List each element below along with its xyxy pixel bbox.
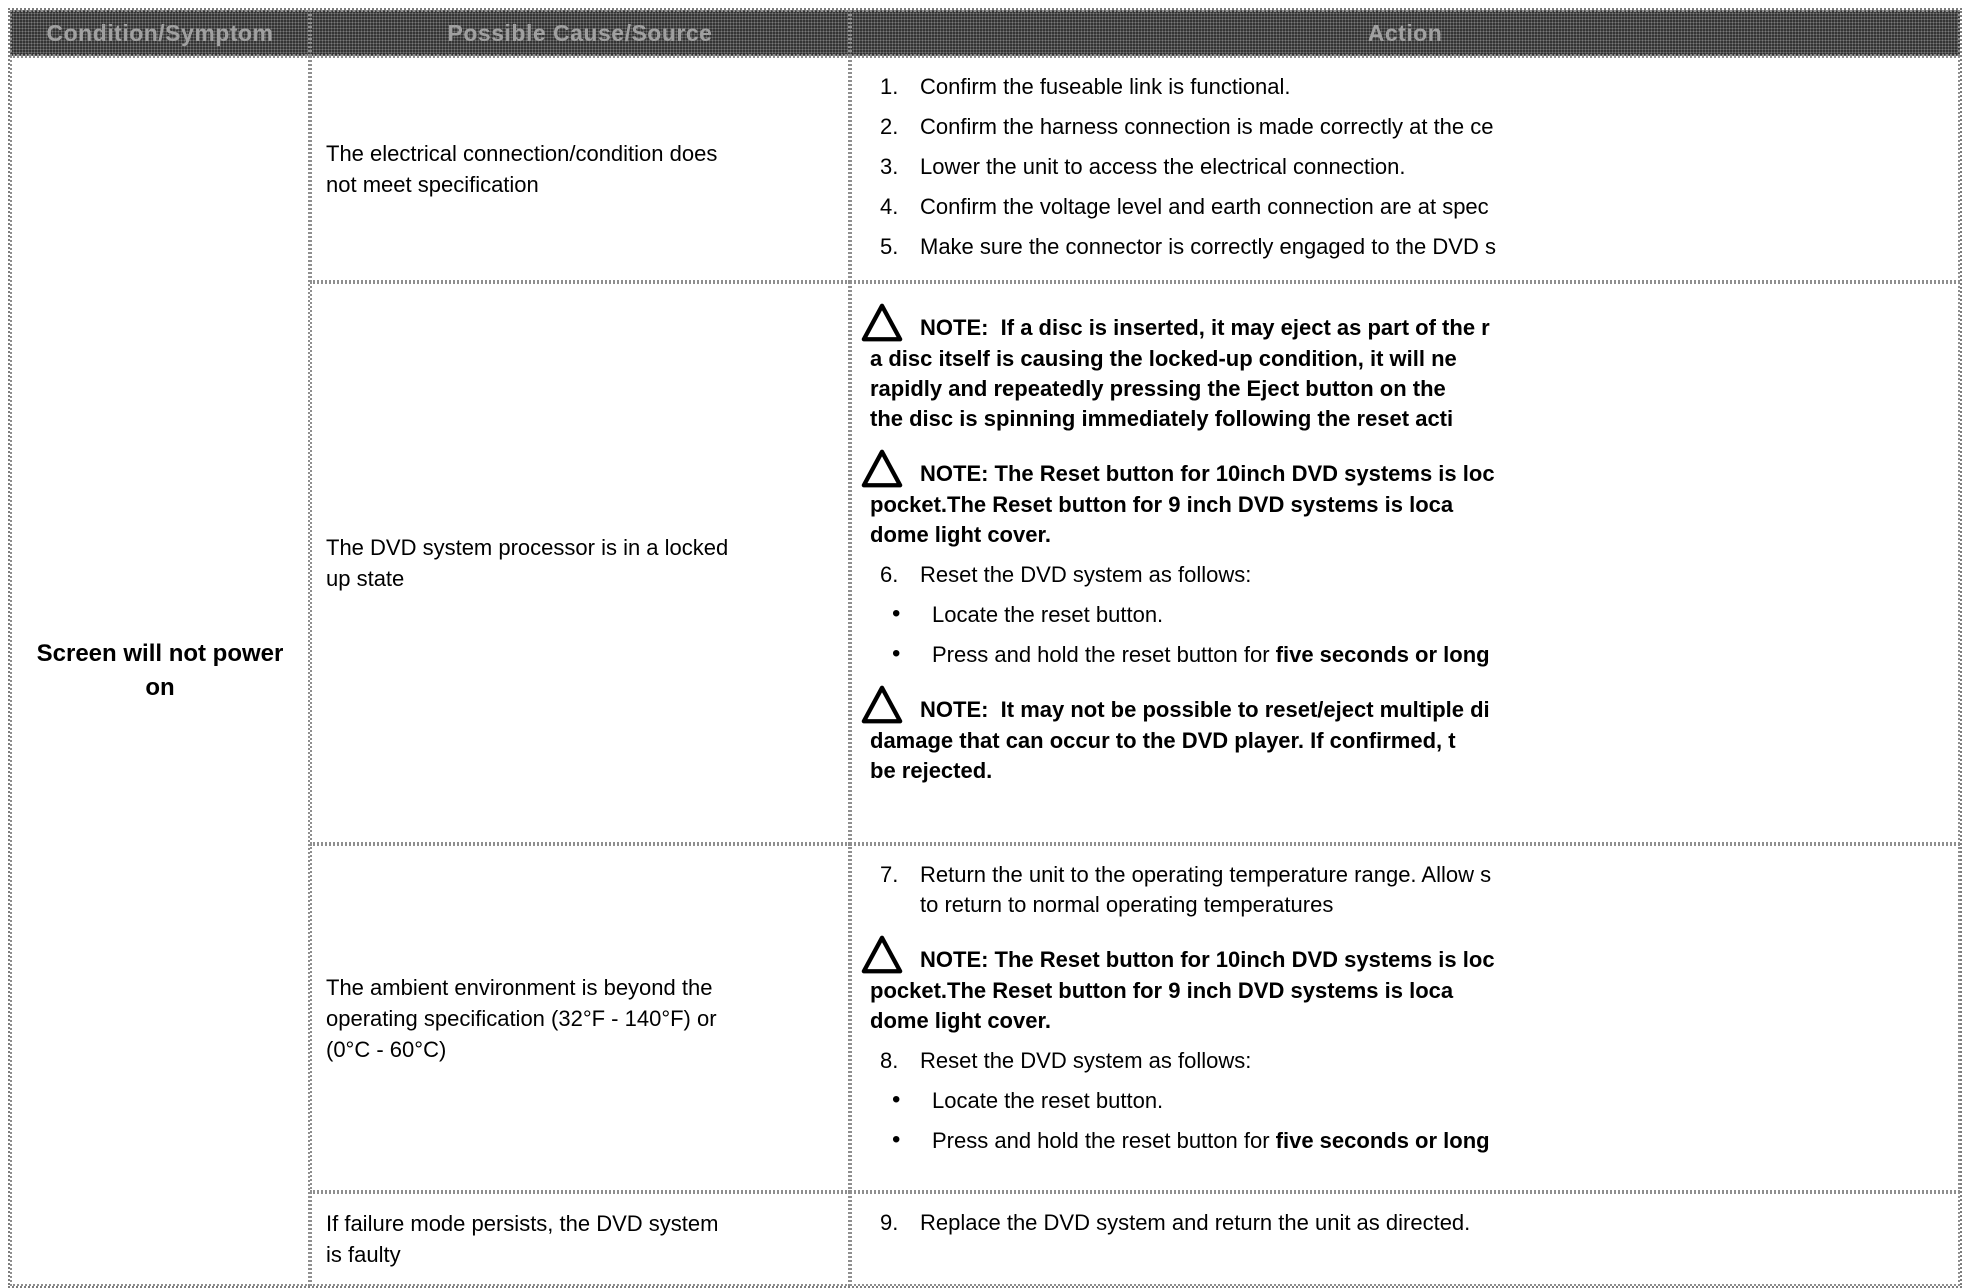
- caution-triangle-icon: [860, 684, 904, 726]
- step-text-line: Return the unit to the operating temperature range. Allow s: [920, 862, 1492, 887]
- cause-cell: [310, 56, 850, 282]
- action-step: [852, 860, 1958, 920]
- action-cell: [850, 844, 1960, 1192]
- bullet-text-segment: Press and hold the reset button for: [932, 642, 1276, 667]
- bullet-text-segment: Locate the reset button.: [932, 1088, 1164, 1113]
- step-text-line: Confirm the harness connection is made correctly at the ce: [920, 114, 1494, 139]
- cause-text-line: up state: [326, 566, 405, 591]
- cause-cell: [310, 282, 850, 844]
- symptom-text-line: Screen will not power: [36, 640, 284, 667]
- step-text-line: to return to normal operating temperatures: [920, 892, 1334, 917]
- action-cell: [850, 1192, 1960, 1286]
- step-number: 1.: [880, 74, 899, 99]
- header-possible-cause-source: Possible Cause/Source: [310, 10, 850, 56]
- bullet-text-segment: five seconds or long: [1275, 642, 1490, 667]
- bullet-icon: •: [892, 1126, 901, 1153]
- action-bullet: [852, 640, 1958, 670]
- step-number: 7.: [880, 862, 899, 887]
- note-text-line: NOTE: The Reset button for 10inch DVD systems is loc: [920, 461, 1495, 486]
- action-step: [852, 192, 1958, 222]
- cause-cell: [310, 844, 850, 1192]
- bullet-text-segment: Press and hold the reset button for: [932, 1128, 1276, 1153]
- action-cell: [850, 56, 1960, 282]
- note-first-line: [852, 934, 1958, 976]
- step-number: 2.: [880, 114, 899, 139]
- step-text-line: Lower the unit to access the electrical connection.: [920, 154, 1406, 179]
- table-row: [10, 56, 1960, 282]
- note-text-line: NOTE: The Reset button for 10inch DVD systems is loc: [920, 947, 1495, 972]
- note-block: [852, 934, 1958, 1036]
- action-bullet: [852, 600, 1958, 630]
- header-condition-symptom: Condition/Symptom: [10, 10, 310, 56]
- bullet-text-segment: five seconds or long: [1275, 1128, 1490, 1153]
- step-number: 4.: [880, 194, 899, 219]
- bullet-text-segment: Locate the reset button.: [932, 602, 1164, 627]
- action-step: [852, 1208, 1958, 1238]
- note-first-line: [852, 684, 1958, 726]
- bullet-text-line: [852, 642, 1490, 667]
- caution-triangle-icon: [860, 448, 904, 490]
- note-first-line: [852, 448, 1958, 490]
- caution-triangle-icon: [860, 302, 904, 344]
- cause-text-line: The ambient environment is beyond the: [326, 974, 713, 1000]
- note-block: [852, 448, 1958, 550]
- action-step: [852, 72, 1958, 102]
- note-text-line: a disc itself is causing the locked-up condition, it will ne: [870, 346, 1457, 371]
- action-step: [852, 560, 1958, 590]
- step-text-line: Confirm the fuseable link is functional.: [920, 74, 1291, 99]
- cause-text-line: The DVD system processor is in a locked: [326, 535, 729, 560]
- cause-cell: [310, 1192, 850, 1286]
- symptom-text-line: on: [145, 674, 175, 701]
- note-block: [852, 302, 1958, 434]
- table-header-row: [10, 10, 1960, 56]
- note-text-line: the disc is spinning immediately following the reset acti: [870, 406, 1454, 431]
- step-text-line: Replace the DVD system and return the unit as directed.: [920, 1210, 1471, 1235]
- note-text-line: be rejected.: [870, 758, 993, 783]
- note-text-line: pocket.The Reset button for 9 inch DVD systems is loca: [870, 492, 1454, 517]
- cause-text-line: not meet specification: [326, 172, 539, 197]
- action-step: [852, 232, 1958, 262]
- note-text-line: NOTE: If a disc is inserted, it may eject as part of the r: [920, 315, 1490, 340]
- action-bullet: [852, 1126, 1958, 1156]
- step-number: 5.: [880, 234, 899, 259]
- bullet-icon: •: [892, 1086, 901, 1113]
- note-text-line: dome light cover.: [870, 522, 1051, 547]
- note-text-line: rapidly and repeatedly pressing the Eject button on the: [870, 376, 1446, 401]
- note-text-line: damage that can occur to the DVD player. If confirmed, t: [870, 728, 1456, 753]
- step-text-line: Make sure the connector is correctly engaged to the DVD s: [920, 234, 1496, 259]
- troubleshooting-table: [8, 8, 1962, 1288]
- action-step: [852, 152, 1958, 182]
- step-number: 9.: [880, 1210, 899, 1235]
- cause-text-line: is faulty: [326, 1242, 401, 1267]
- bullet-text-line: [852, 1128, 1490, 1153]
- note-text-line: NOTE: It may not be possible to reset/eject multiple di: [920, 697, 1490, 722]
- note-text-line: pocket.The Reset button for 9 inch DVD systems is loca: [870, 978, 1454, 1003]
- caution-triangle-icon: [860, 934, 904, 976]
- note-block: [852, 684, 1958, 786]
- bullet-icon: •: [892, 640, 901, 667]
- cause-text-line: If failure mode persists, the DVD system: [326, 1211, 719, 1236]
- note-first-line: [852, 302, 1958, 344]
- header-action: Action: [850, 10, 1960, 56]
- note-text-line: dome light cover.: [870, 1008, 1051, 1033]
- step-number: 8.: [880, 1048, 899, 1073]
- cause-text-line: operating specification (32°F - 140°F) or: [326, 1005, 717, 1031]
- cause-text-line: (0°C - 60°C): [326, 1036, 447, 1062]
- step-text-line: Reset the DVD system as follows:: [920, 1048, 1252, 1073]
- action-step: [852, 1046, 1958, 1076]
- bullet-icon: •: [892, 600, 901, 627]
- step-number: 6.: [880, 562, 899, 587]
- action-cell: [850, 282, 1960, 844]
- step-text-line: Confirm the voltage level and earth connection are at spec: [920, 194, 1489, 219]
- step-text-line: Reset the DVD system as follows:: [920, 562, 1252, 587]
- symptom-cell: [10, 56, 310, 1286]
- action-step: [852, 112, 1958, 142]
- step-number: 3.: [880, 154, 899, 179]
- action-bullet: [852, 1086, 1958, 1116]
- cause-text-line: The electrical connection/condition does: [326, 141, 718, 166]
